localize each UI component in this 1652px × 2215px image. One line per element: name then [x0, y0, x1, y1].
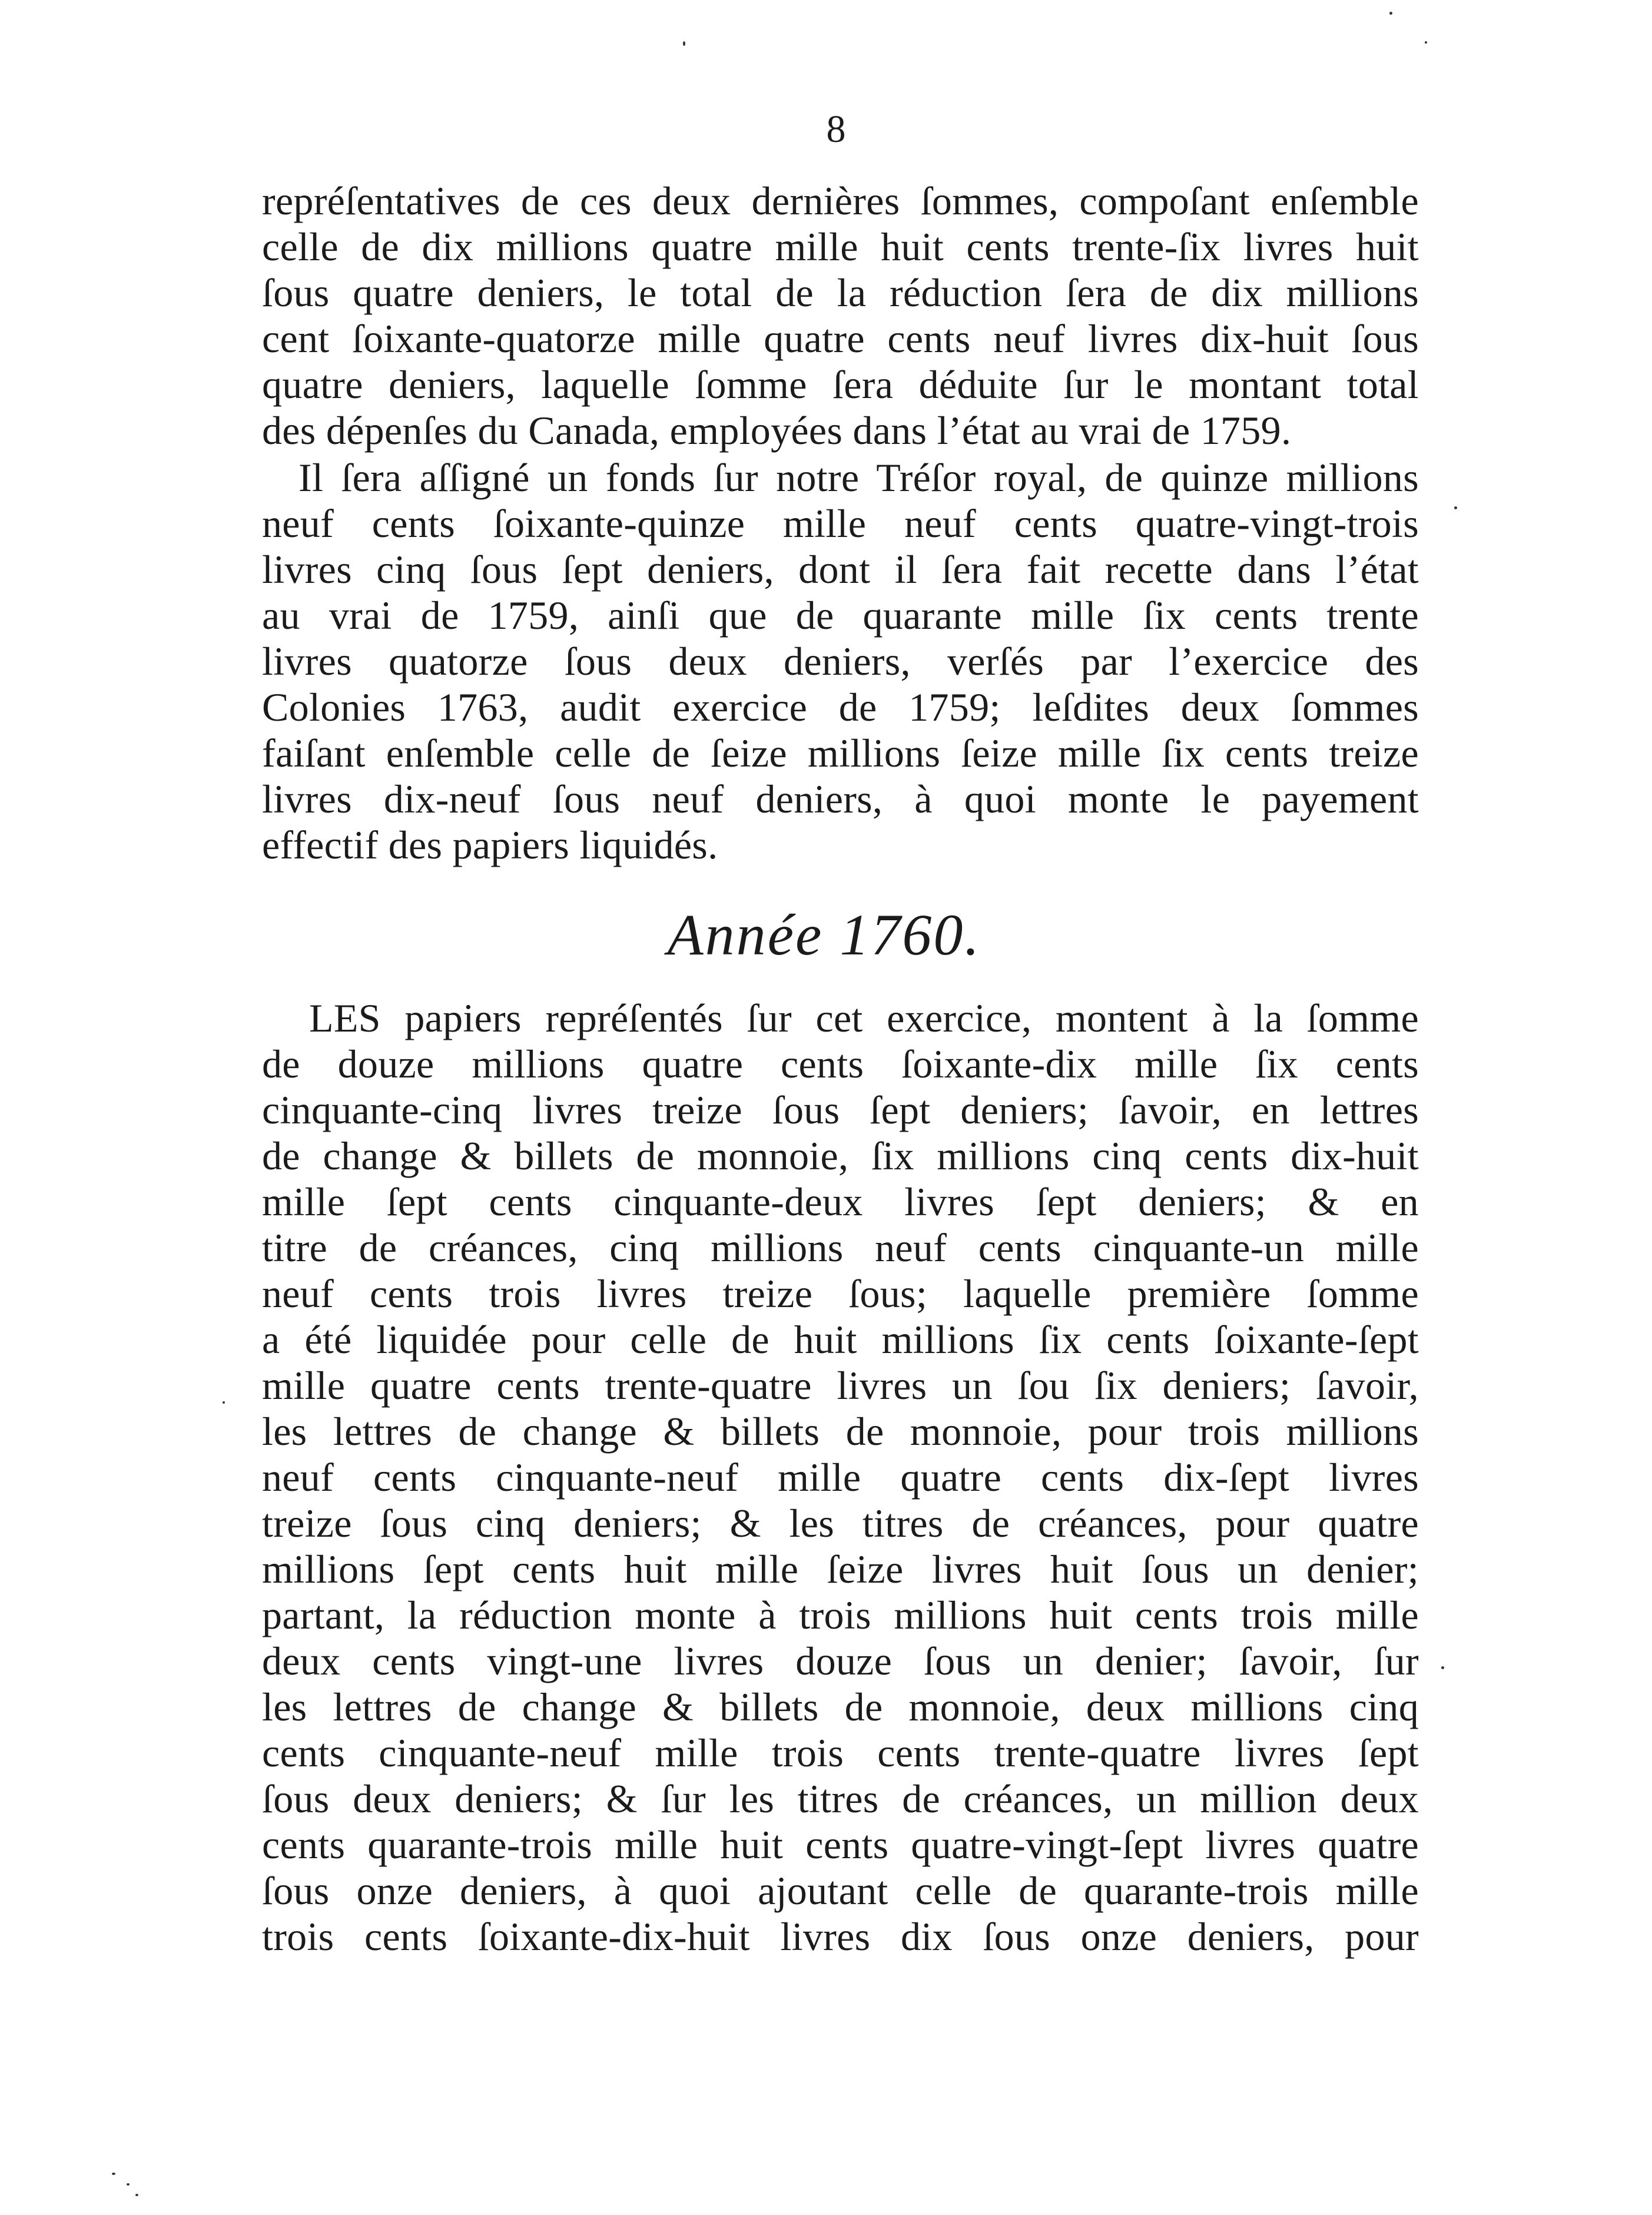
- text-line: mille quatre cents trente-quatre livres un ſou ſix deniers; ſavoir,: [262, 1363, 1419, 1408]
- text-line: effectif des papiers liquidés.: [262, 823, 718, 867]
- paragraph-1760: [262, 995, 1419, 1959]
- text-line: livres dix-neuf ſous neuf deniers, à quoi monte le payement: [262, 777, 1419, 821]
- text-line: ſous deux deniers; & ſur les titres de créances, un million deux: [262, 1776, 1419, 1821]
- text-line: repréſentatives de ces deux dernières ſommes, compoſant enſemble: [262, 178, 1419, 223]
- text-line: mille ſept cents cinquante-deux livres ſept deniers; & en: [262, 1179, 1419, 1224]
- text-line: cinquante-cinq livres treize ſous ſept deniers; ſavoir, en lettres: [262, 1087, 1419, 1132]
- text-line: faiſant enſemble celle de ſeize millions ſeize mille ſix cents treize: [262, 731, 1419, 775]
- text-line: deux cents vingt-une livres douze ſous un denier; ſavoir, ſur: [262, 1639, 1419, 1683]
- text-line: des dépenſes du Canada, employées dans l’état au vrai de 1759.: [262, 408, 1292, 453]
- text-line: celle de dix millions quatre mille huit cents trente-ſix livres huit: [262, 224, 1419, 269]
- text-line: ſous onze deniers, à quoi ajoutant celle de quarante-trois mille: [262, 1868, 1419, 1913]
- text-line: LES papiers repréſentés ſur cet exercice, montent à la ſomme: [309, 996, 1419, 1040]
- text-line: de change & billets de monnoie, ſix millions cinq cents dix-huit: [262, 1133, 1419, 1178]
- text-line: millions ſept cents huit mille ſeize livres huit ſous un denier;: [262, 1547, 1419, 1591]
- text-line: trois cents ſoixante-dix-huit livres dix ſous onze deniers, pour: [262, 1914, 1419, 1959]
- section-heading: Année 1760.: [667, 902, 981, 967]
- text-line: les lettres de change & billets de monnoie, deux millions cinq: [262, 1685, 1419, 1729]
- text-line: ſous quatre deniers, le total de la réduction ſera de dix millions: [262, 270, 1419, 315]
- text-line: livres quatorze ſous deux deniers, verſés par l’exercice des: [262, 639, 1419, 684]
- page-number: 8: [826, 108, 846, 151]
- text-line: de douze millions quatre cents ſoixante-dix mille ſix cents: [262, 1042, 1419, 1086]
- text-line: titre de créances, cinq millions neuf cents cinquante-un mille: [262, 1225, 1419, 1270]
- text-line: Il ſera aſſigné un fonds ſur notre Tréſor royal, de quinze millions: [298, 455, 1419, 500]
- text-line: cent ſoixante-quatorze mille quatre cents neuf livres dix-huit ſous: [262, 316, 1419, 361]
- text-line: livres cinq ſous ſept deniers, dont il ſera fait recette dans l’état: [262, 547, 1419, 592]
- paragraph-treasury: [262, 455, 1419, 868]
- paragraph-continuation: [262, 178, 1419, 453]
- text-line: neuf cents ſoixante-quinze mille neuf cents quatre-vingt-trois: [262, 501, 1419, 546]
- text-line: cents cinquante-neuf mille trois cents trente-quatre livres ſept: [262, 1730, 1419, 1775]
- text-line: au vrai de 1759, ainſi que de quarante mille ſix cents trente: [262, 593, 1419, 638]
- text-line: partant, la réduction monte à trois millions huit cents trois mille: [262, 1593, 1419, 1637]
- text-line: neuf cents cinquante-neuf mille quatre cents dix-ſept livres: [262, 1455, 1419, 1500]
- text-line: treize ſous cinq deniers; & les titres de créances, pour quatre: [262, 1501, 1419, 1546]
- text-line: les lettres de change & billets de monnoie, pour trois millions: [262, 1409, 1419, 1454]
- text-line: cents quarante-trois mille huit cents quatre-vingt-ſept livres quatre: [262, 1822, 1419, 1867]
- text-line: Colonies 1763, audit exercice de 1759; leſdites deux ſommes: [262, 685, 1419, 730]
- text-line: a été liquidée pour celle de huit millions ſix cents ſoixante-ſept: [262, 1317, 1419, 1362]
- text-line: quatre deniers, laquelle ſomme ſera déduite ſur le montant total: [262, 362, 1419, 407]
- text-line: neuf cents trois livres treize ſous; laquelle première ſomme: [262, 1271, 1419, 1316]
